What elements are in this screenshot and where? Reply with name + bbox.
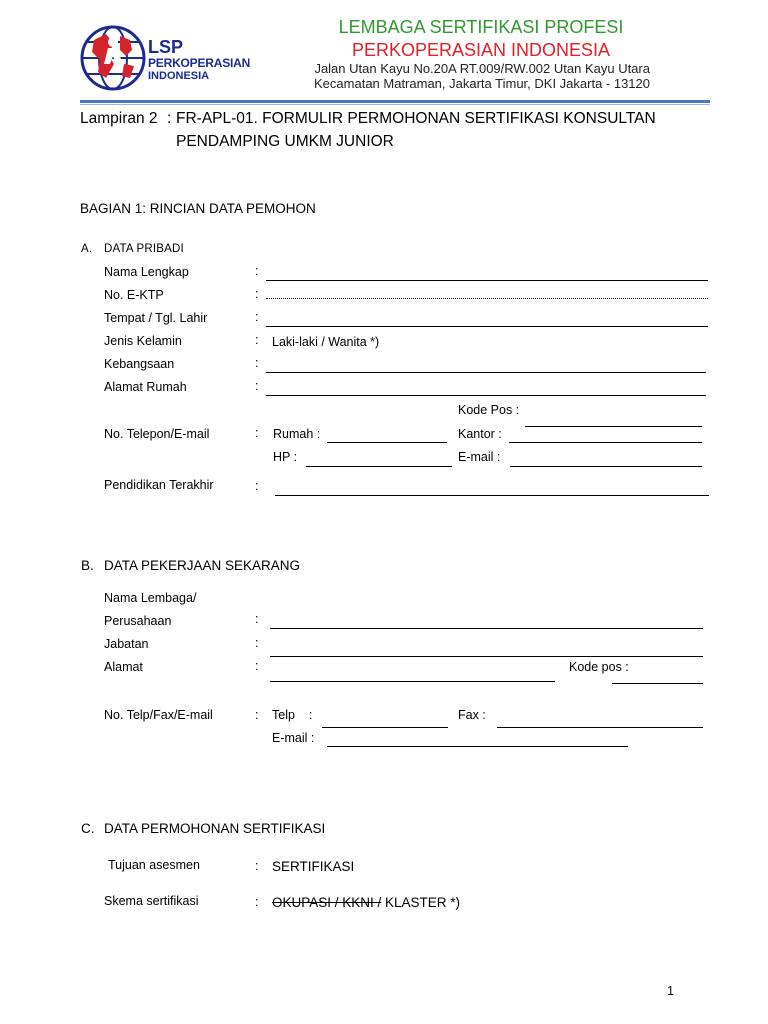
title-prefix: Lampiran 2	[80, 110, 158, 127]
label-skema-sertifikasi: Skema sertifikasi	[104, 894, 199, 908]
label-telepon-email: No. Telepon/E-mail	[104, 427, 210, 441]
kode-pos-field[interactable]	[525, 426, 702, 427]
label-hp: HP :	[273, 450, 298, 464]
label-ektp: No. E-KTP	[104, 288, 164, 302]
label-nama-lembaga: Nama Lembaga/	[104, 591, 197, 605]
label-email-b: E-mail :	[272, 731, 315, 745]
label-kode-pos: Kode Pos :	[458, 403, 520, 417]
part1-heading: BAGIAN 1: RINCIAN DATA PEMOHON	[80, 201, 316, 216]
telp-field[interactable]	[322, 727, 448, 728]
address-line-1: Jalan Utan Kayu No.20A RT.009/RW.002 Utan Kayu Utara	[314, 61, 650, 76]
kebangsaan-field[interactable]	[266, 372, 706, 373]
kantor-field[interactable]	[509, 442, 702, 443]
label-email: E-mail :	[458, 450, 501, 464]
label-rumah: Rumah :	[273, 427, 321, 441]
colon: :	[255, 310, 259, 324]
fax-field[interactable]	[497, 727, 703, 728]
nama-lembaga-field[interactable]	[270, 628, 703, 629]
sectionC-letter: C.	[81, 821, 95, 836]
colon: :	[255, 612, 259, 626]
kode-pos-b-field[interactable]	[612, 683, 703, 684]
colon: :	[255, 636, 259, 650]
skema-struck-options: OKUPASI / KKNI /	[272, 895, 382, 910]
colon: :	[255, 264, 259, 278]
ektp-field[interactable]	[266, 298, 708, 299]
alamat-rumah-field[interactable]	[266, 395, 706, 396]
header-rule	[80, 100, 710, 103]
colon: :	[255, 895, 259, 909]
rumah-field[interactable]	[327, 442, 447, 443]
colon: :	[255, 708, 259, 722]
label-kantor: Kantor :	[458, 427, 502, 441]
label-telp: Telp :	[272, 708, 313, 722]
header-rule-thin	[80, 104, 710, 105]
title-line-2: PENDAMPING UMKM JUNIOR	[176, 133, 394, 150]
label-jenis-kelamin: Jenis Kelamin	[104, 334, 182, 348]
org-line-1: LEMBAGA SERTIFIKASI PROFESI	[338, 17, 624, 37]
ttl-field[interactable]	[266, 326, 708, 327]
colon: :	[255, 426, 259, 440]
jenis-kelamin-value[interactable]: Laki-laki / Wanita *)	[272, 335, 380, 349]
hp-field[interactable]	[306, 466, 452, 467]
sectionB-letter: B.	[81, 558, 94, 573]
colon: :	[255, 287, 259, 301]
label-telp-fax-email: No. Telp/Fax/E-mail	[104, 708, 213, 722]
label-alamat-rumah: Alamat Rumah	[104, 380, 187, 394]
colon: :	[255, 333, 259, 347]
label-jabatan: Jabatan	[104, 637, 149, 651]
lsp-logo	[80, 20, 255, 102]
logo-text-2: INDONESIA	[148, 70, 210, 82]
colon: :	[255, 659, 259, 673]
label-ttl: Tempat / Tgl. Lahir	[104, 311, 208, 325]
label-tujuan-asesmen: Tujuan asesmen	[108, 858, 200, 872]
label-fax: Fax :	[458, 708, 486, 722]
label-perusahaan: Perusahaan	[104, 614, 172, 628]
sectionA-letter: A.	[81, 243, 93, 255]
colon: :	[255, 356, 259, 370]
tujuan-asesmen-value[interactable]: SERTIFIKASI	[272, 859, 355, 874]
email-b-field[interactable]	[327, 746, 628, 747]
sectionB-heading: DATA PEKERJAAN SEKARANG	[104, 558, 301, 573]
sectionC-heading: DATA PERMOHONAN SERTIFIKASI	[104, 821, 326, 836]
jabatan-field[interactable]	[270, 656, 703, 657]
title-line-1: FR-APL-01. FORMULIR PERMOHONAN SERTIFIKASI KONSULTAN	[176, 110, 656, 127]
nama-lengkap-field[interactable]	[266, 280, 708, 281]
label-kebangsaan: Kebangsaan	[104, 357, 175, 371]
sectionA-heading: DATA PRIBADI	[104, 243, 184, 255]
logo-text-lsp: LSP	[148, 37, 184, 57]
page-number: 1	[667, 984, 674, 998]
colon: :	[255, 479, 259, 493]
address-line-2: Kecamatan Matraman, Jakarta Timur, DKI Jakarta - 13120	[314, 76, 650, 91]
title-separator: :	[167, 110, 172, 127]
skema-sertifikasi-value[interactable]	[272, 895, 460, 910]
label-kode-pos-b: Kode pos :	[569, 660, 629, 674]
colon: :	[255, 859, 259, 873]
alamat-field[interactable]	[270, 681, 555, 682]
label-alamat: Alamat	[104, 660, 143, 674]
label-nama-lengkap: Nama Lengkap	[104, 265, 189, 279]
org-line-2: PERKOPERASIAN INDONESIA	[351, 40, 611, 60]
logo-text-1: PERKOPERASIAN	[148, 56, 251, 70]
label-pendidikan: Pendidikan Terakhir	[104, 478, 214, 492]
pendidikan-field[interactable]	[275, 495, 709, 496]
email-field[interactable]	[510, 466, 702, 467]
skema-selected-option: KLASTER *)	[381, 895, 461, 910]
colon: :	[255, 379, 259, 393]
